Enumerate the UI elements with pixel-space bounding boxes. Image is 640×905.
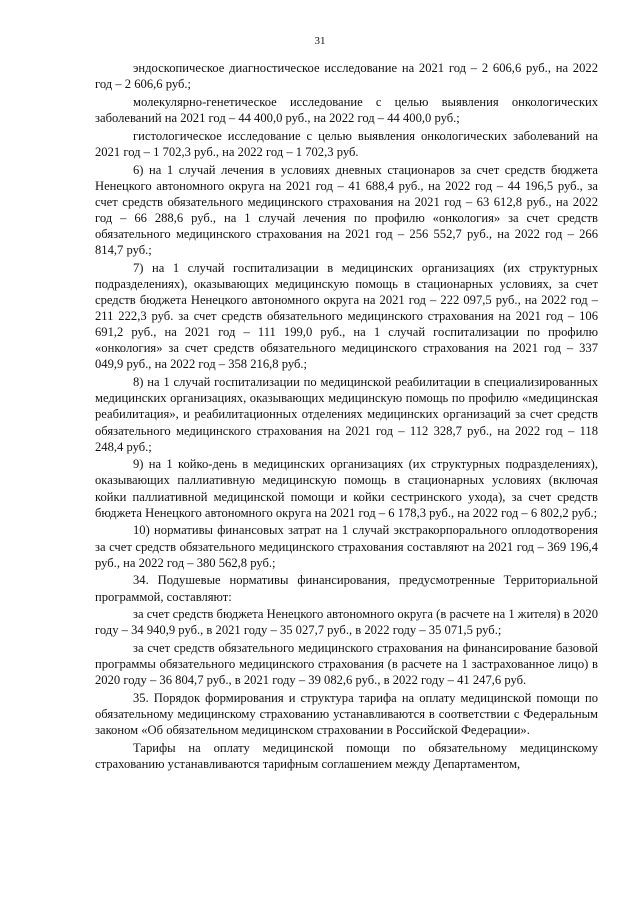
paragraph: за счет средств обязательного медицинского страхования на финансирование базовой программы обязательного медицинского страхования (в расчете на 1 застрахованное лицо) в 2020 году – 36 804,7 руб., в 2021 году – 39 082,6 руб., в 2022 году – 41 247,6 руб. — [95, 641, 598, 688]
paragraph: 35. Порядок формирования и структура тарифа на оплату медицинской помощи по обязательному медицинскому страхованию устанавливаются в соответствии с Федеральным законом «Об обязательном медицинском страховании в Российской Федерации». — [95, 691, 598, 738]
paragraph: Тарифы на оплату медицинской помощи по обязательному медицинскому страхованию устанавливаются тарифным соглашением между Департаментом, — [95, 741, 598, 772]
paragraph: 6) на 1 случай лечения в условиях дневных стационаров за счет средств бюджета Ненецкого автономного округа на 2021 год – 41 688,4 руб., на 2022 год – 44 196,5 руб., за счет средств обязательного медицинского страхования на 2021 год – 63 612,8 руб., на 2022 год – 66 288,6 руб., на 1 случай лечения по профилю «онкология» за счет средств обязательного медицинского страхования на 2021 год – 256 552,7 руб., на 2022 год – 266 814,7 руб.; — [95, 162, 598, 258]
paragraph: гистологическое исследование с целью выявления онкологических заболеваний на 2021 год – 1 702,3 руб., на 2022 год – 1 702,3 руб. — [95, 128, 598, 159]
paragraph: 34. Подушевые нормативы финансирования, предусмотренные Территориальной программой, составляют: — [95, 573, 598, 604]
paragraph: 10) нормативы финансовых затрат на 1 случай экстракорпорального оплодотворения за счет средств обязательного медицинского страхования составляют на 2021 год – 369 196,4 руб., на 2022 год – 380 562,8 руб.; — [95, 523, 598, 570]
page-number: 31 — [314, 35, 326, 47]
paragraph: за счет средств бюджета Ненецкого автономного округа (в расчете на 1 жителя) в 2020 году – 34 940,9 руб., в 2021 году – 35 027,7 руб., в 2022 году – 35 071,5 руб.; — [95, 607, 599, 638]
paragraph: 9) на 1 койко-день в медицинских организациях (их структурных подразделениях), оказывающих паллиативную медицинскую помощь в стационарных условиях (включая койки паллиативной медицинской помощи и койки сестринского ухода), за счет средств бюджета Ненецкого автономного округа на 2021 год – 6 178,3 руб., на 2022 год – 6 802,2 руб.; — [95, 457, 598, 520]
paragraph: 7) на 1 случай госпитализации в медицинских организациях (их структурных подразделениях), оказывающих медицинскую помощь в стационарных условиях, за счет средств бюджета Ненецкого автономного округа на 2021 год – 222 097,5 руб., на 2022 год – 211 222,3 руб. за счет средств обязательного медицинского страхования на 2021 год – 106 691,2 руб., на 2021 год – 111 199,0 руб., на 1 случай госпитализации по профилю «онкология» за счет средств обязательного медицинского страхования на 2021 год – 337 049,9 руб., на 2022 год – 358 216,8 руб.; — [95, 260, 598, 372]
paragraph: 8) на 1 случай госпитализации по медицинской реабилитации в специализированных медицинских организациях, оказывающих медицинскую помощь по профилю «медицинская реабилитация», и реабилитационных отделениях медицинских организаций за счет средств обязательного медицинского страхования на 2021 год – 112 328,7 руб., на 2022 год – 118 248,4 руб.; — [95, 375, 598, 454]
paragraph: молекулярно-генетическое исследование с целью выявления онкологических заболеваний на 2021 год – 44 400,0 руб., на 2022 год – 44 400,0 руб.; — [95, 94, 598, 125]
document-body — [95, 60, 598, 774]
paragraph: эндоскопическое диагностическое исследование на 2021 год – 2 606,6 руб., на 2022 год – 2 606,6 руб.; — [95, 61, 598, 92]
